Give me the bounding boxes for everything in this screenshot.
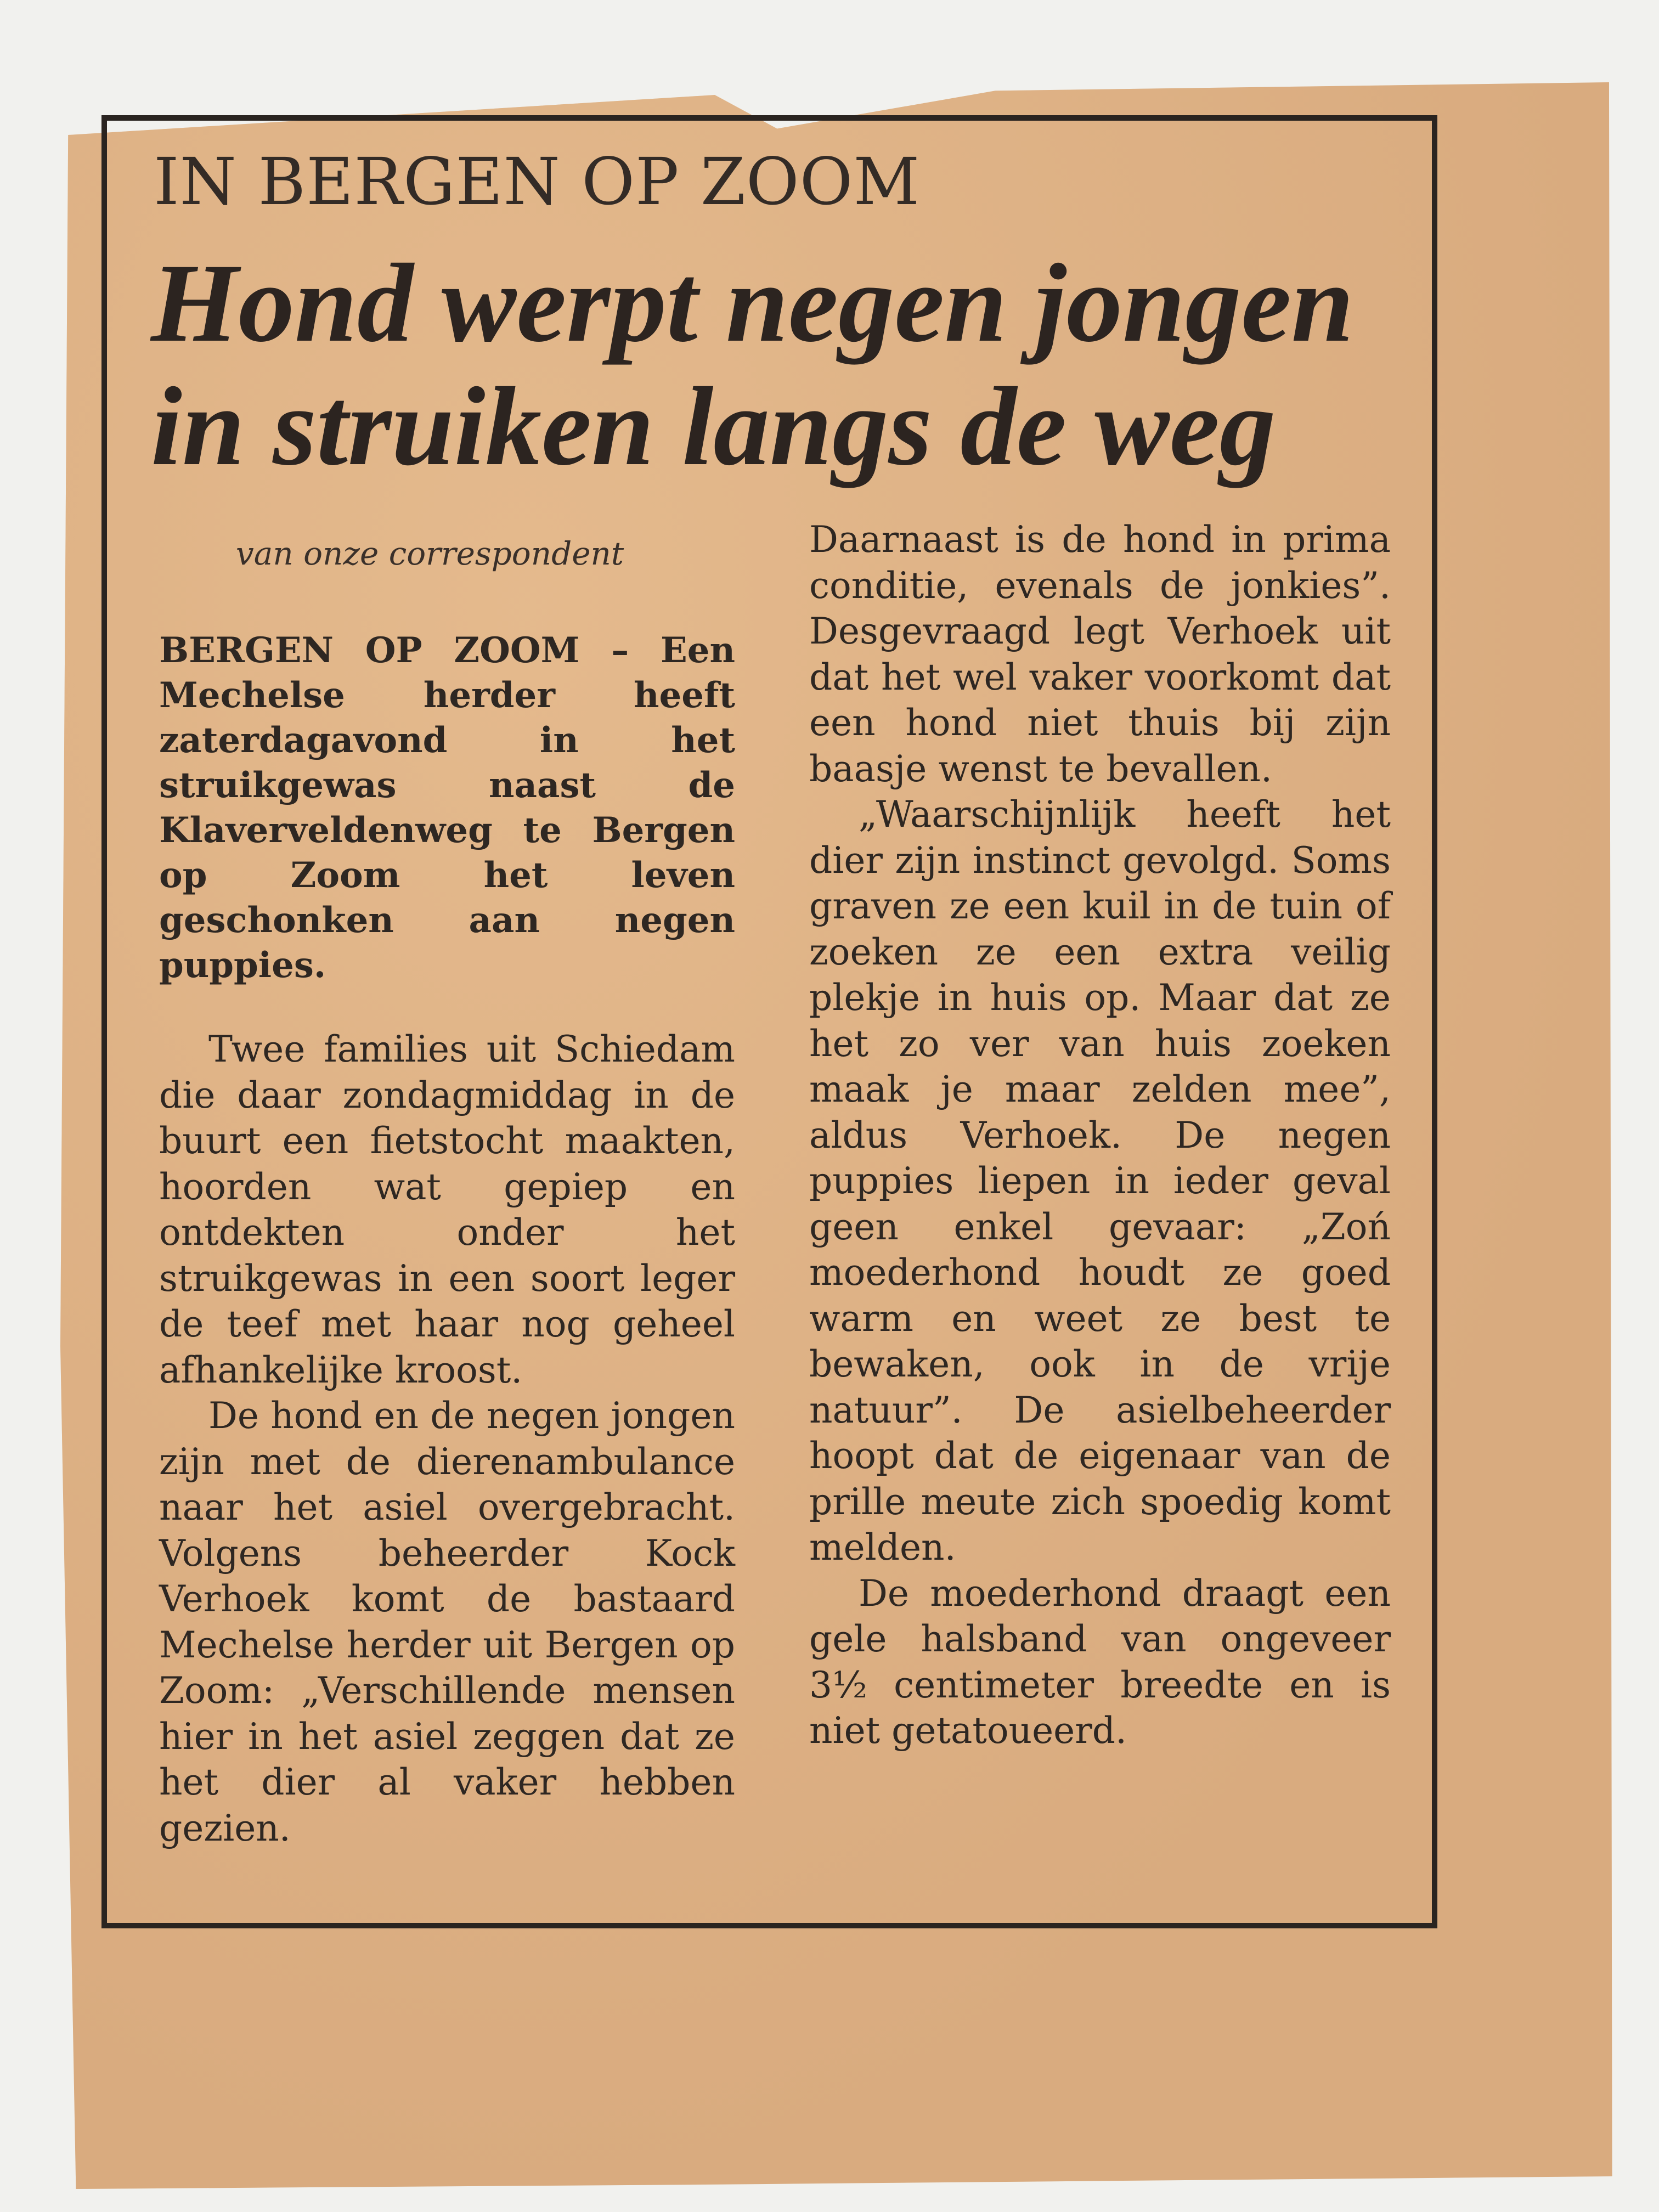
article-column-right [809, 517, 1391, 1754]
article-column-left [159, 628, 735, 1851]
article-lead: BERGEN OP ZOOM – Een Mechelse herder heeft zaterdagavond in het struikgewas naast de Klaverveldenweg te Bergen op Zoom het leven geschonken aan negen puppies. [159, 630, 735, 986]
article-paragraph: De moederhond draagt een gele halsband van ongeveer 3½ centimeter breedte en is niet getatoueerd. [809, 1572, 1391, 1752]
article-kicker: IN BERGEN OP ZOOM [154, 144, 921, 219]
article-paragraph: De hond en de negen jongen zijn met de dierenambulance naar het asiel overgebracht. Volgens beheerder Kock Verhoek komt de bastaard Mechelse herder uit Bergen op Zoom: „Verschillende mensen hier in het asiel zeggen dat ze het dier al vaker hebben gezien. [159, 1395, 735, 1849]
article-paragraph: Daarnaast is de hond in prima conditie, evenals de jonkies”. Desgevraagd legt Verhoek uit dat het wel vaker voorkomt dat een hond niet thuis bij zijn baasje wenst te bevallen. [809, 518, 1391, 790]
article-paragraph: „Waarschijnlijk heeft het dier zijn instinct gevolgd. Soms graven ze een kuil in de tuin of zoeken ze een extra veilig plekje in huis op. Maar dat ze het zo ver van huis zoeken maak je maar zelden mee”, aldus Verhoek. De negen puppies liepen in ieder geval geen enkel gevaar: „Zoń moederhond houdt ze goed warm en weet ze best te bewaken, ook in de vrije natuur”. De asielbeheerder hoopt dat de eigenaar van de prille meute zich spoedig komt melden. [809, 793, 1391, 1568]
article-byline: van onze correspondent [236, 535, 624, 572]
article-paragraph: Twee families uit Schiedam die daar zondagmiddag in de buurt een fietstocht maakten, hoorden wat gepiep en ontdekten onder het struikgewas in een soort leger de teef met haar nog geheel afhankelijke kroost. [159, 1028, 735, 1391]
article-headline: Hond werpt negen jongen in struiken langs de weg [151, 241, 1354, 489]
